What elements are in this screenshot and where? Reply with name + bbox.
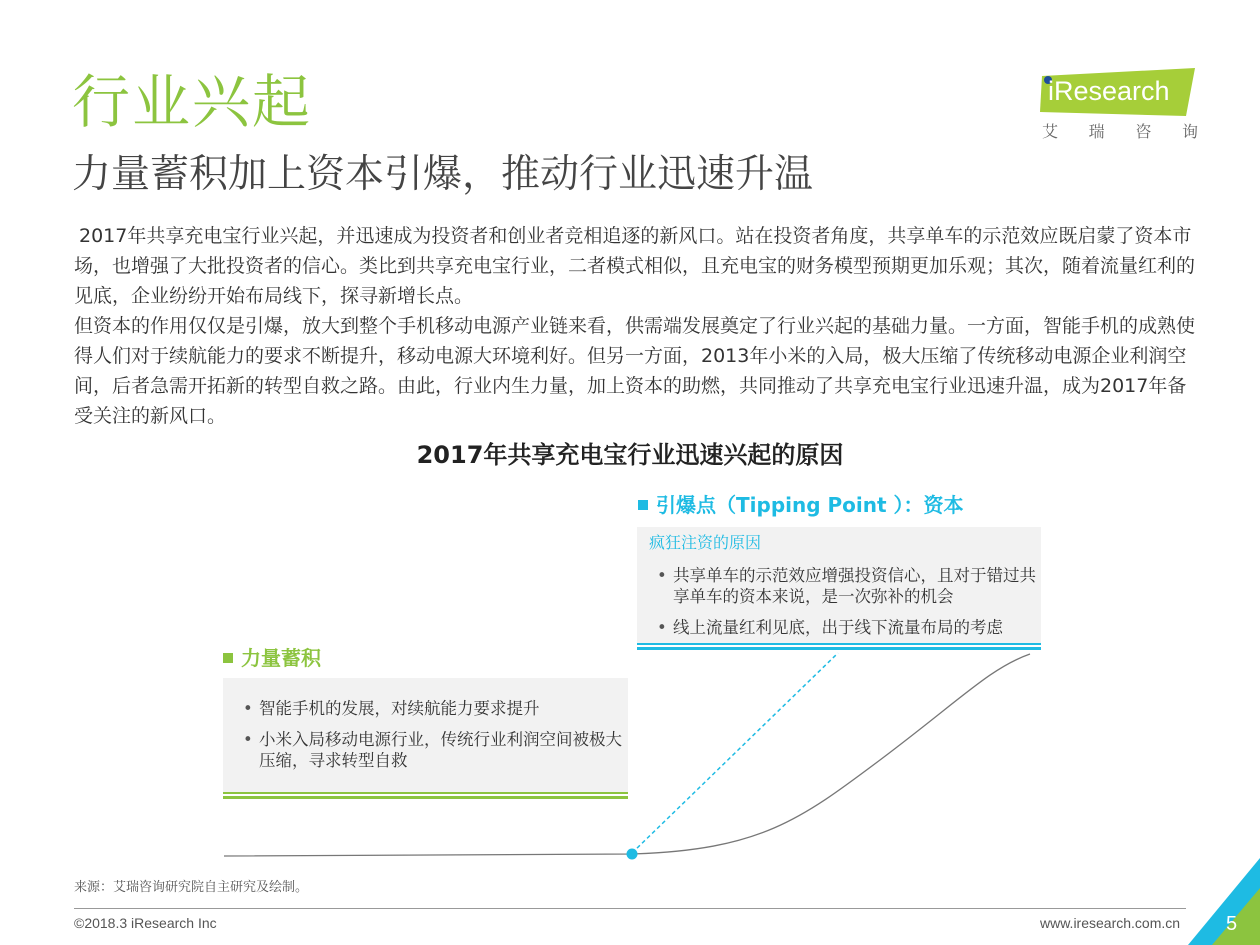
tipping-point-heading-text: 引爆点（Tipping Point ）：资本 bbox=[656, 493, 964, 517]
logo-char: 询 bbox=[1181, 122, 1198, 141]
tipping-point-subheading: 疯狂注资的原因 bbox=[649, 533, 762, 552]
logo-char: 瑞 bbox=[1088, 122, 1105, 141]
logo-wordmark: iResearch bbox=[1048, 76, 1170, 106]
list-item: • 共享单车的示范效应增强投资信心，且对于错过共享单车的资本来说，是一次弥补的机会 bbox=[649, 565, 1041, 607]
list-item: • 智能手机的发展，对续航能力要求提升 bbox=[235, 698, 628, 719]
body-paragraph: 2017年共享充电宝行业兴起，并迅速成为投资者和创业者竞相追逐的新风口。站在投资者角度，共享单车的示范效应既启蒙了资本市场，也增强了大批投资者的信心。类比到共享充电宝行业，二者模式相似，且充电宝的财务模型预期更加乐观；其次，随着流量红利的见底，企业纷纷开始布局线下，探寻新增长点。 bbox=[74, 225, 1196, 307]
figure-title: 2017年共享充电宝行业迅速兴起的原因 bbox=[416, 441, 844, 469]
website-link[interactable]: www.iresearch.com.cn bbox=[1040, 915, 1181, 931]
page-subtitle: 力量蓄积加上资本引爆，推动行业迅速升温 bbox=[72, 152, 814, 197]
list-item: • 线上流量红利见底，出于线下流量布局的考虑 bbox=[649, 617, 1041, 638]
section-title: 行业兴起 bbox=[72, 68, 313, 136]
page-number: 5 bbox=[1226, 913, 1238, 935]
body-paragraph: 但资本的作用仅仅是引爆，放大到整个手机移动电源产业链来看，供需端发展奠定了行业兴起的基础力量。一方面，智能手机的成熟使得人们对于续航能力的要求不断提升，移动电源大环境利好。但另一方面，2013年小米的入局，极大压缩了传统移动电源企业利润空间，后者急需开拓新的转型自救之路。由此，行业内生力量，加上资本的助燃，共同推动了共享充电宝行业迅速升温，成为2017年备受关注的新风口。 bbox=[74, 315, 1196, 427]
source-note: 来源：艾瑞咨询研究院自主研究及绘制。 bbox=[74, 880, 309, 895]
accumulation-heading-text: 力量蓄积 bbox=[241, 646, 321, 670]
logo-char: 艾 bbox=[1042, 122, 1059, 141]
list-item: • 小米入局移动电源行业，传统行业利润空间被极大压缩，寻求转型自救 bbox=[235, 729, 628, 771]
copyright-text: ©2018.3 iResearch Inc bbox=[74, 915, 217, 931]
logo-char: 咨 bbox=[1135, 122, 1152, 141]
